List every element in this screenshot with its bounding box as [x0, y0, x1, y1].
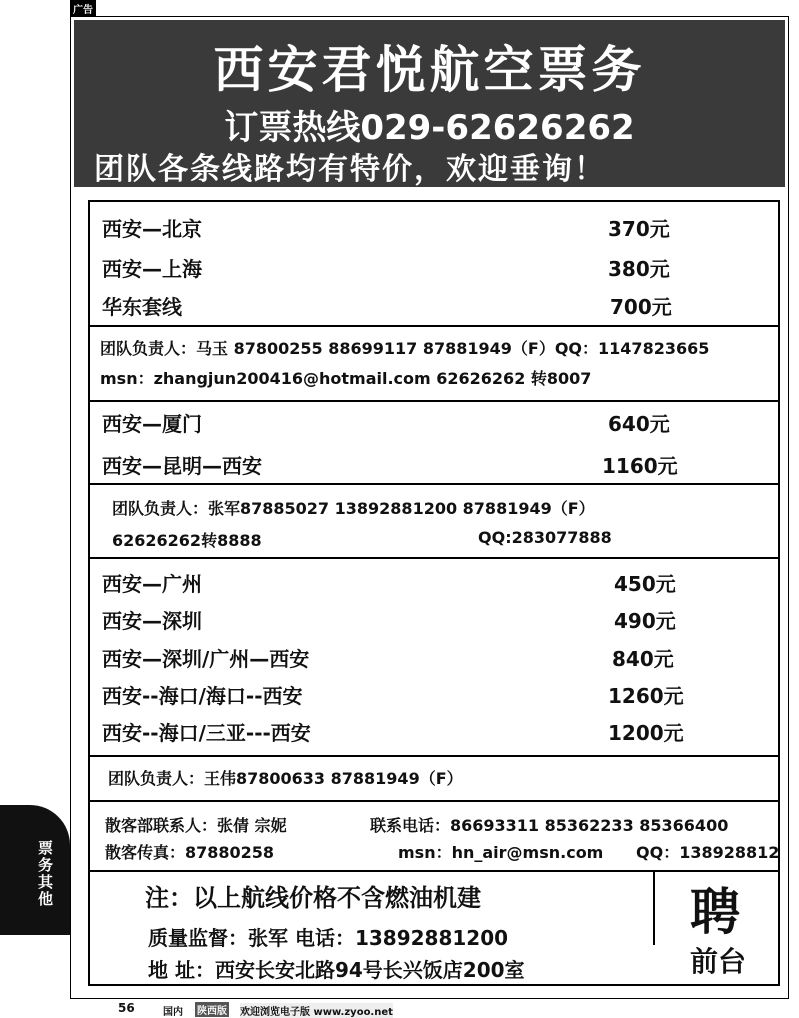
footer-section: 国内 — [163, 1007, 183, 1018]
divider — [88, 325, 780, 327]
contact-qq: QQ:283077888 — [478, 528, 612, 547]
page-number: 56 — [118, 1001, 135, 1015]
ad-tag: 广告 — [70, 0, 96, 17]
retail-fax: 散客传真：87880258 — [105, 843, 275, 862]
price: 1160元 — [602, 454, 678, 478]
route: 华东套线 — [102, 295, 182, 319]
route: 西安—广州 — [102, 572, 202, 596]
route: 西安—厦门 — [102, 412, 202, 436]
divider — [88, 557, 780, 559]
route: 西安—北京 — [102, 217, 202, 241]
contact: 团队负责人：张军87885027 13892881200 87881949（F） — [112, 499, 595, 518]
retail-qq: QQ：138928812 — [636, 843, 780, 862]
route: 西安—上海 — [102, 257, 202, 281]
ad-header — [74, 20, 785, 187]
price-note: 注：以上航线价格不含燃油机建 — [145, 883, 481, 912]
route: 西安—深圳 — [102, 609, 202, 633]
hiring-label: 聘 — [690, 883, 740, 941]
price: 640元 — [608, 412, 670, 436]
route: 西安--海口/三亚---西安 — [102, 721, 311, 745]
price: 1260元 — [608, 684, 684, 708]
price: 1200元 — [608, 721, 684, 745]
divider-vertical — [653, 870, 655, 945]
price: 700元 — [610, 295, 672, 319]
price: 840元 — [612, 647, 674, 671]
company-title: 西安君悦航空票务 — [213, 41, 646, 99]
contact: 团队负责人：马玉 87800255 88699117 87881949（F）QQ：1147823665 — [100, 339, 710, 358]
hiring-role: 前台 — [690, 945, 747, 978]
contact: 62626262转8888 — [112, 531, 262, 550]
price: 450元 — [614, 572, 676, 596]
slogan: 团队各条线路均有特价，欢迎垂询！ — [94, 152, 606, 187]
footer-edition: 陕西版 — [195, 1002, 229, 1017]
divider — [88, 870, 780, 872]
price: 370元 — [608, 217, 670, 241]
retail-msn: msn：hn_air@msn.com — [398, 843, 604, 862]
divider — [88, 800, 780, 802]
contact: msn：zhangjun200416@hotmail.com 62626262 转8007 — [100, 369, 592, 388]
divider — [88, 483, 780, 485]
divider — [88, 755, 780, 757]
route: 西安—深圳/广州—西安 — [102, 647, 310, 671]
supervisor: 质量监督：张军 电话：13892881200 — [148, 926, 509, 950]
divider — [88, 400, 780, 402]
retail-contact: 散客部联系人：张倩 宗妮 — [105, 816, 287, 835]
address: 地 址：西安长安北路94号长兴饭店200室 — [148, 958, 525, 982]
route: 西安--海口/海口--西安 — [102, 684, 303, 708]
hotline: 订票热线029-62626262 — [224, 108, 635, 148]
price: 490元 — [614, 609, 676, 633]
contact: 团队负责人：王伟87800633 87881949（F） — [108, 769, 463, 788]
retail-phone: 联系电话：86693311 85362233 85366400 — [370, 816, 729, 835]
price: 380元 — [608, 257, 670, 281]
route: 西安—昆明—西安 — [102, 454, 262, 478]
side-tab-label: 票务其他 — [38, 839, 54, 908]
footer-site: 欢迎浏览电子版 www.zyoo.net — [240, 1003, 393, 1018]
side-tab — [0, 805, 70, 935]
